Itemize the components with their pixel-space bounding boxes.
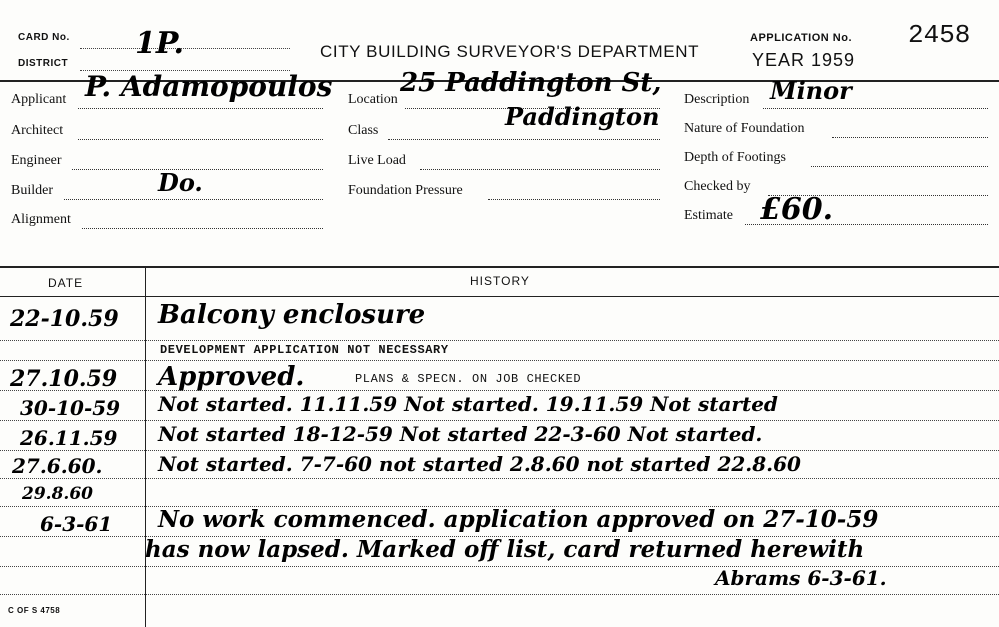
class-value: Paddington — [505, 102, 660, 131]
district-label: DISTRICT — [18, 58, 69, 69]
history-header: HISTORY — [470, 274, 530, 288]
card-no-label: CARD No. — [18, 32, 70, 43]
applicant-label: Applicant — [11, 92, 67, 107]
row-entry: Not started. 11.11.59 Not started. 19.11.59 Not started — [158, 392, 778, 416]
row-date: 6-3-61 — [40, 512, 113, 536]
nature-of-foundation-line — [832, 137, 988, 138]
year-label: YEAR 1959 — [752, 50, 856, 70]
nature-of-foundation-label: Nature of Foundation — [684, 121, 805, 136]
foundation-pressure-line — [488, 199, 660, 200]
row-date: 26.11.59 — [20, 426, 118, 450]
row-date: 30-10-59 — [20, 396, 121, 420]
builder-value: Do. — [158, 168, 203, 197]
location-label: Location — [348, 92, 398, 107]
card-no-line — [80, 48, 290, 49]
application-number: 2458 — [908, 20, 971, 50]
card-no-value: 1P. — [135, 26, 184, 61]
alignment-label: Alignment — [11, 212, 71, 227]
table-header-rule — [0, 296, 999, 297]
form-code: C OF S 4758 — [8, 606, 61, 615]
alignment-line — [82, 228, 323, 229]
row-date: 27.10.59 — [10, 366, 118, 392]
row-line-5 — [0, 450, 999, 451]
row-line-4 — [0, 420, 999, 421]
date-column-divider — [145, 266, 146, 627]
row-entry: Not started 18-12-59 Not started 22-3-60 Not started. — [158, 422, 763, 446]
row-line-2 — [0, 360, 999, 361]
row-line-1 — [0, 340, 999, 341]
architect-line — [78, 139, 323, 140]
engineer-label: Engineer — [11, 153, 62, 168]
row-entry: Balcony enclosure — [158, 300, 426, 330]
location-value: 25 Paddington St, — [400, 68, 662, 98]
row-line-10 — [0, 594, 999, 595]
builder-label: Builder — [11, 183, 53, 198]
description-value: Minor — [770, 76, 852, 105]
estimate-label: Estimate — [684, 208, 733, 223]
department-title: CITY BUILDING SURVEYOR'S DEPARTMENT — [320, 42, 700, 61]
live-load-line — [420, 169, 660, 170]
signature: Abrams 6-3-61. — [715, 566, 887, 590]
row-date: 22-10.59 — [10, 306, 119, 332]
architect-label: Architect — [11, 123, 64, 138]
builder-line — [64, 199, 323, 200]
date-header: DATE — [48, 276, 84, 290]
class-label: Class — [348, 123, 379, 138]
row-entry: has now lapsed. Marked off list, card returned herewith — [145, 536, 865, 563]
row-entry: Not started. 7-7-60 not started 2.8.60 not started 22.8.60 — [158, 452, 801, 476]
description-label: Description — [684, 92, 750, 107]
row-typed: DEVELOPMENT APPLICATION NOT NECESSARY — [160, 343, 449, 357]
row-date: 27.6.60. — [12, 454, 103, 478]
row-line-3 — [0, 390, 999, 391]
class-line — [388, 139, 660, 140]
description-line — [763, 108, 988, 109]
row-typed: PLANS & SPECN. ON JOB CHECKED — [355, 372, 582, 386]
applicant-value: P. Adamopoulos — [85, 70, 333, 103]
application-no-label: APPLICATION No. — [750, 32, 853, 44]
foundation-pressure-label: Foundation Pressure — [348, 183, 463, 198]
row-entry: No work commenced. application approved on 27-10-59 — [158, 506, 879, 533]
depth-of-footings-line — [811, 166, 988, 167]
row-line-6 — [0, 478, 999, 479]
checked-by-label: Checked by — [684, 179, 751, 194]
applicant-line — [78, 108, 323, 109]
depth-of-footings-label: Depth of Footings — [684, 150, 786, 165]
live-load-label: Live Load — [348, 153, 406, 168]
table-top-rule — [0, 266, 999, 268]
row-entry: Approved. — [158, 362, 305, 392]
row-date: 29.8.60 — [22, 484, 93, 504]
estimate-value: £60. — [760, 192, 834, 227]
